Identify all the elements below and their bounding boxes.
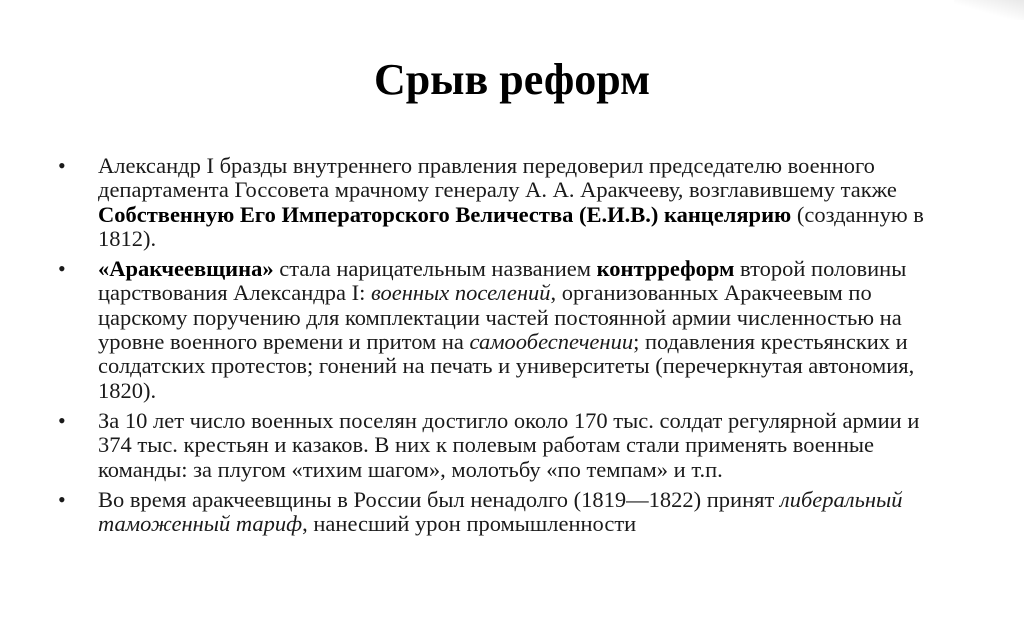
corner-decoration [954, 0, 1024, 20]
bold-text-segment: Собственную Его Императорского Величества (Е.И.В.) канцелярию [98, 201, 792, 227]
bullet-item [58, 154, 958, 251]
bullet-icon: • [58, 153, 66, 178]
text-segment: (созданную в 1812). [98, 201, 924, 251]
text-segment: ; подавления крестьянских и солдатских протестов; гонений на печать и университеты (перечеркнутая автономия, 1820). [98, 329, 915, 403]
bullet-icon: • [58, 407, 66, 433]
text-segment: Во время аракчеевщины в России был ненадолго (1819—1822) принят [98, 486, 780, 512]
text-segment: Александр I бразды внутреннего правления передоверил председателю военного департамента Госсовета мрачному генералу А. А. Аракчееву, возглавившему также [98, 153, 897, 203]
italic-text-segment: либеральный таможенный тариф [98, 486, 903, 537]
text-segment: , нанесший урон промышленности [302, 511, 637, 537]
text-segment: второй половины царствования Александра I: [98, 256, 907, 306]
italic-text-segment: самообеспечении [469, 329, 634, 355]
bullet-list [58, 154, 958, 542]
bullet-item [58, 257, 958, 403]
bullet-item [58, 488, 958, 537]
text-segment: стала нарицательным названием [273, 256, 597, 282]
italic-text-segment: военных поселений [371, 280, 551, 306]
slide-title: Срыв реформ [373, 55, 651, 104]
bullet-icon: • [58, 486, 66, 512]
bold-text-segment: «Аракчеевщина» [98, 256, 274, 282]
bullet-icon: • [58, 256, 66, 282]
bold-text-segment: контрреформ [596, 256, 735, 282]
text-segment: , организованных Аракчеевым по царскому поручению для комплектации частей постоянной армии численностью на уровне военного времени и притом на [98, 280, 902, 355]
bullet-item [58, 409, 958, 482]
text-segment: За 10 лет число военных поселян достигло около 170 тыс. солдат регулярной армии и 374 тыс. крестьян и казаков. В них к полевым работам стали применять военные команды: за плугом «тихим шагом», молотьбу «по темпам» и т.п. [98, 407, 920, 482]
